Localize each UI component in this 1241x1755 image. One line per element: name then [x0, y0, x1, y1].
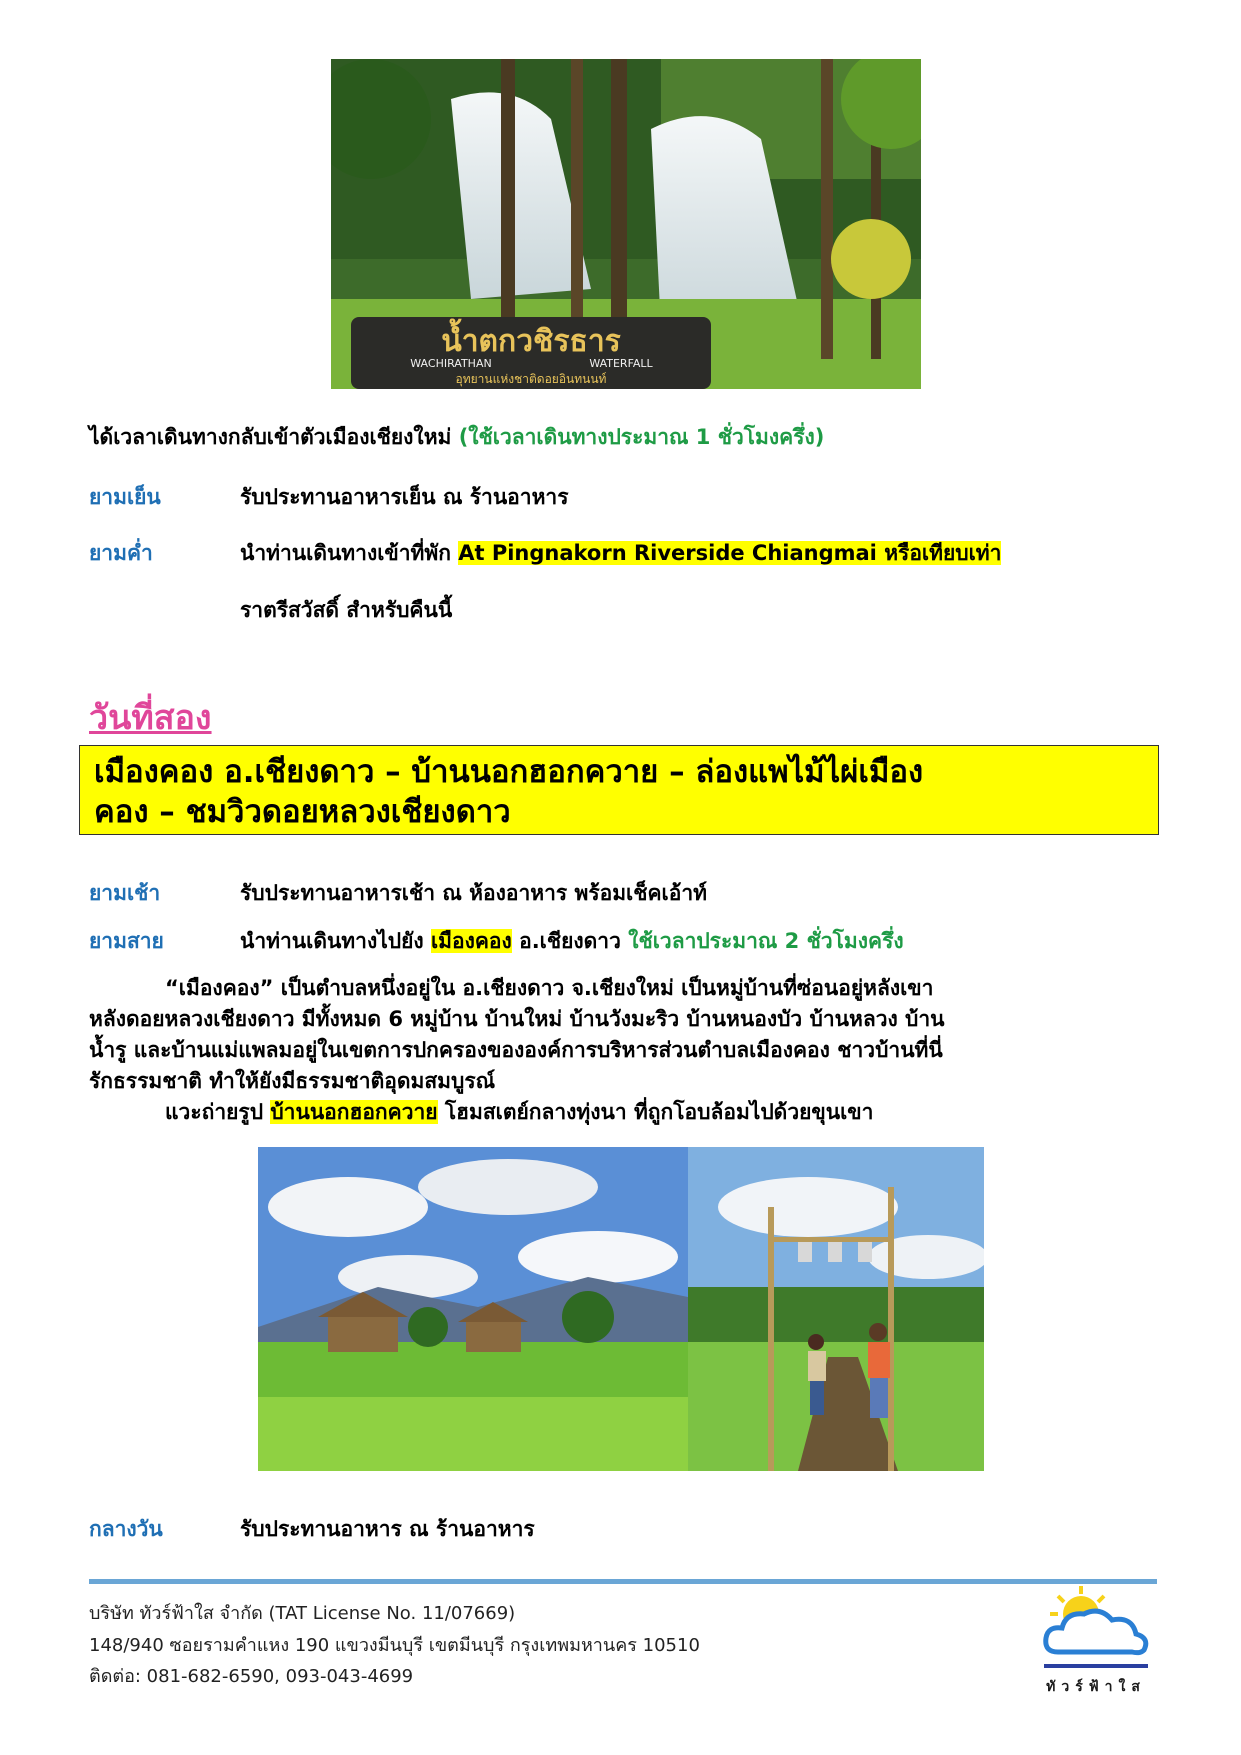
description-paragraph [89, 973, 1149, 1128]
bamboo-bridge-photo [688, 1147, 984, 1471]
morning-text: รับประทานอาหารเช้า ณ ห้องอาหาร พร้อมเช็คเอ้าท์ [240, 881, 707, 905]
photo-text-1: แวะถ่ายรูป [165, 1100, 271, 1124]
photo-line [89, 1097, 1149, 1128]
intro-time: (ใช้เวลาเดินทางประมาณ 1 ชั่วโมงครึ่ง) [458, 425, 825, 449]
banner-line-2: คอง – ชมวิวดอยหลวงเชียงดาว [94, 794, 511, 830]
footer-contact: ติดต่อ: 081-682-6590, 093-043-4699 [89, 1666, 414, 1687]
noon-label: กลางวัน [89, 1517, 163, 1541]
night-line [240, 537, 1001, 570]
logo-text: ทัวร์ฟ้าใส [1046, 1679, 1146, 1695]
desc-line-3: น้ำรู และบ้านแม่แพลมอยู่ในเขตการปกครองขององค์การบริหารส่วนตำบลเมืองคอง ชาวบ้านที่นี่ [89, 1038, 943, 1062]
evening-label: ยามเย็น [89, 485, 161, 509]
photo-text-2: โฮมสเตย์กลางทุ่งนา ที่ถูกโอบล้อมไปด้วยขุนเขา [437, 1100, 874, 1124]
photo-place: บ้านนอกฮอกควาย [270, 1100, 438, 1124]
morning-label: ยามเช้า [89, 881, 161, 905]
evening-text: รับประทานอาหารเย็น ณ ร้านอาหาร [240, 485, 569, 509]
company-logo [1036, 1582, 1156, 1695]
night-label: ยามค่ำ [89, 541, 153, 565]
desc-line-1: “เมืองคอง” เป็นตำบลหนึ่งอยู่ใน อ.เชียงดาว จ.เชียงใหม่ เป็นหมู่บ้านที่ซ่อนอยู่หลังเขา [165, 976, 934, 1000]
waterfall-illustration [331, 59, 921, 389]
footer-company: บริษัท ทัวร์ฟ้าใส จำกัด (TAT License No. 11/07669) [89, 1603, 516, 1624]
late-label: ยามสาย [89, 929, 164, 953]
night-text: นำท่านเดินทางเข้าที่พัก [240, 541, 459, 565]
intro-line [89, 421, 824, 454]
waterfall-sign-title: น้ำตกวชิรธาร [441, 324, 621, 359]
desc-line-4: รักธรรมชาติ ทำให้ยังมีธรรมชาติอุดมสมบูรณ์ [89, 1069, 496, 1093]
late-text-2: อ.เชียงดาว [511, 929, 629, 953]
intro-text: ได้เวลาเดินทางกลับเข้าตัวเมืองเชียงใหม่ [89, 425, 459, 449]
day2-banner [79, 745, 1159, 835]
day2-heading: วันที่สอง [89, 698, 212, 738]
late-place: เมืองคอง [430, 929, 512, 953]
sun-cloud-icon [1036, 1582, 1156, 1672]
desc-line-2: หลังดอยหลวงเชียงดาว มีทั้งหมด 6 หมู่บ้าน บ้านใหม่ บ้านวังมะริว บ้านหนองบัว บ้านหลวง บ้าน [89, 1007, 945, 1031]
footer-rule [89, 1579, 1157, 1584]
banner-line-1: เมืองคอง อ.เชียงดาว – บ้านนอกฮอกควาย – ล่องแพไม้ไผ่เมือง [94, 754, 924, 790]
homestay-illustration [258, 1147, 688, 1471]
bridge-illustration [688, 1147, 984, 1471]
waterfall-sign-park: อุทยานแห่งชาติดอยอินทนนท์ [455, 372, 607, 386]
noon-text: รับประทานอาหาร ณ ร้านอาหาร [240, 1517, 535, 1541]
waterfall-sign-en-1: WACHIRATHAN [410, 357, 492, 370]
footer-address: 148/940 ซอยรามคำแหง 190 แขวงมีนบุรี เขตมีนบุรี กรุงเทพมหานคร 10510 [89, 1635, 700, 1656]
goodnight-text: ราตรีสวัสดิ์ สำหรับคืนนี้ [240, 598, 453, 622]
late-line [240, 925, 904, 958]
waterfall-sign-en-2: WATERFALL [589, 357, 653, 370]
late-text-1: นำท่านเดินทางไปยัง [240, 929, 431, 953]
late-time: ใช้เวลาประมาณ 2 ชั่วโมงครึ่ง [628, 929, 904, 953]
homestay-photo [258, 1147, 688, 1471]
hotel-name: At Pingnakorn Riverside Chiangmai หรือเทียบเท่า [458, 541, 1002, 565]
waterfall-photo [331, 59, 921, 389]
